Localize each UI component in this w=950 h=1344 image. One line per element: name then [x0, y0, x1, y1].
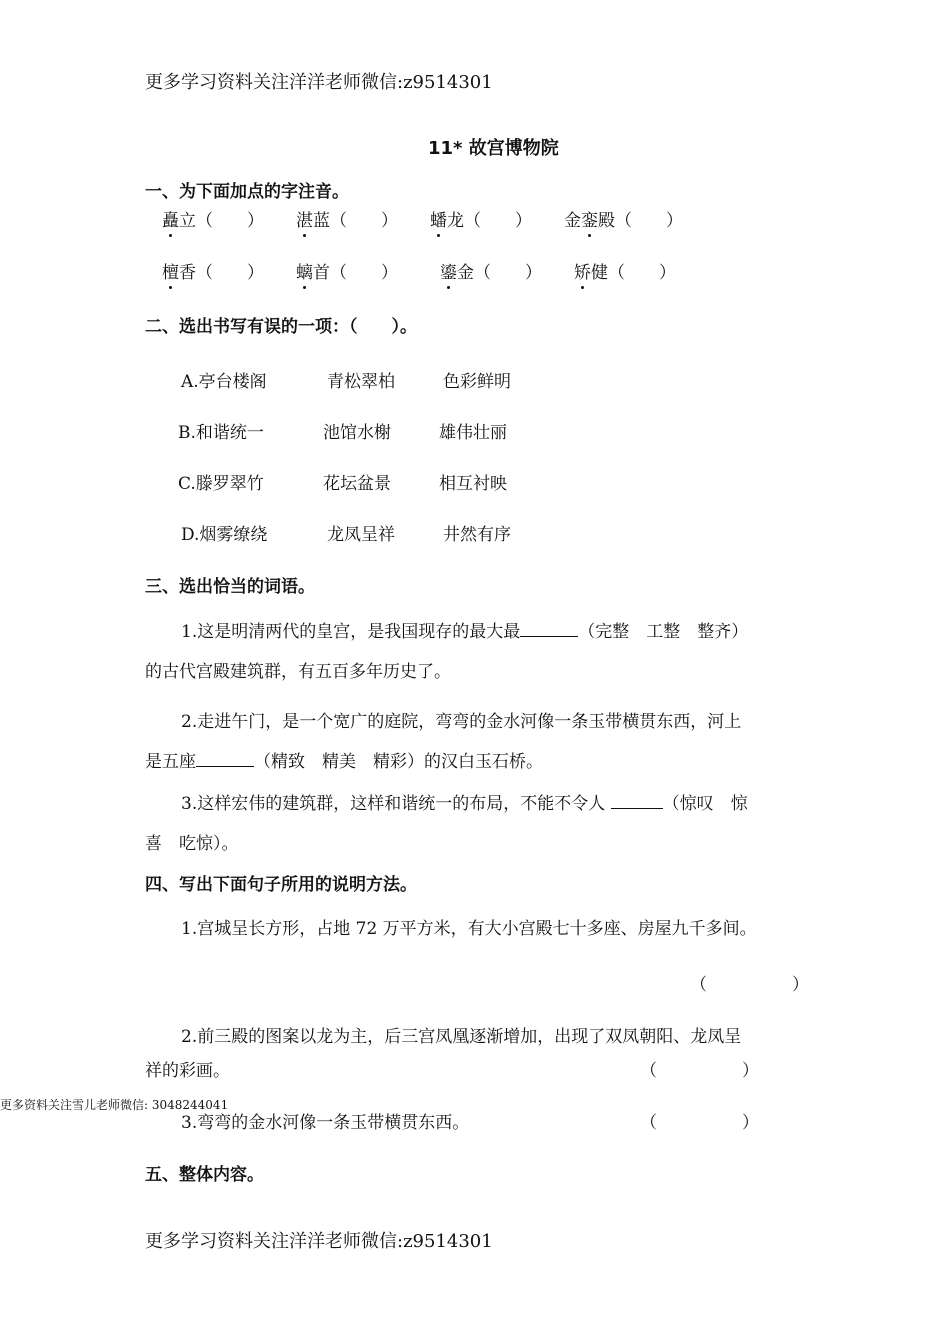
q-choices: （精致 精美 精彩）的汉白玉石桥。 — [254, 752, 543, 772]
watermark-top: 更多学习资料关注洋洋老师微信:z9514301 — [145, 72, 493, 93]
item-rest: 香（ ） — [179, 263, 264, 283]
answer-blank[interactable] — [611, 794, 663, 809]
pinyin-item — [296, 258, 398, 283]
q-choices: （完整 工整 整齐） — [578, 622, 749, 642]
item-rest: 龙（ ） — [447, 211, 532, 231]
question-4-2-cont: 祥的彩画。 — [145, 1061, 230, 1081]
section4-heading: 四、写出下面句子所用的说明方法。 — [145, 875, 417, 895]
option-b — [178, 418, 507, 443]
watermark-bottom: 更多学习资料关注洋洋老师微信:z9514301 — [145, 1231, 493, 1252]
question-4-1: 1.宫城呈长方形，占地 72 万平方米，有大小宫殿七十多座、房屋九千多间。 — [181, 919, 757, 939]
item-rest: 健（ ） — [591, 263, 676, 283]
option-label: C.滕罗翠竹 — [178, 474, 264, 494]
q-text: 1.这是明清两代的皇宫，是我国现存的最大最 — [181, 622, 521, 642]
q-text: 3.这样宏伟的建筑群，这样和谐统一的布局，不能不令人 — [181, 794, 606, 814]
question-4-3: 3.弯弯的金水河像一条玉带横贯东西。 — [181, 1113, 470, 1133]
pinyin-item — [564, 206, 683, 231]
option-word: 池馆水榭 — [323, 423, 391, 443]
question-3-1 — [145, 616, 810, 688]
section1-heading: 一、为下面加点的字注音。 — [145, 182, 349, 202]
option-word: 井然有序 — [443, 525, 511, 545]
item-rest: 首（ ） — [313, 263, 398, 283]
dotted-char: 檀 — [162, 258, 179, 283]
item-rest: 殿（ ） — [598, 211, 683, 231]
q-choices: （惊叹 惊 — [662, 794, 748, 814]
pinyin-item — [440, 258, 542, 283]
dotted-char: 銮 — [581, 206, 598, 231]
question-4-2: 2.前三殿的图案以龙为主，后三宫凤凰逐渐增加，出现了双凤朝阳、龙凤呈 — [181, 1027, 742, 1047]
question-3-2 — [145, 706, 810, 778]
answer-blank[interactable] — [520, 622, 578, 637]
dotted-char: 蟠 — [430, 206, 447, 231]
option-c — [178, 469, 507, 494]
pinyin-item — [162, 258, 264, 283]
answer-blank-4-3[interactable]: （ ） — [640, 1113, 759, 1133]
item-pre: 金 — [564, 211, 581, 231]
dotted-char: 矗 — [162, 206, 179, 231]
section5-heading: 五、整体内容。 — [145, 1165, 264, 1185]
pinyin-item — [296, 206, 398, 231]
q-text: 是五座 — [145, 752, 196, 772]
option-word: 龙凤呈祥 — [327, 525, 395, 545]
dotted-char: 螭 — [296, 258, 313, 283]
section2-heading: 二、选出书写有误的一项：（ ）。 — [145, 317, 417, 337]
answer-blank-4-1[interactable]: （ ） — [690, 975, 809, 995]
q-choices: 喜 吃惊）。 — [145, 834, 239, 854]
pinyin-item — [430, 206, 532, 231]
page-title: 11* 故宫博物院 — [428, 138, 559, 159]
option-word: 雄伟壮丽 — [439, 423, 507, 443]
option-label: A.亭台楼阁 — [181, 372, 267, 392]
option-word: 色彩鲜明 — [443, 372, 511, 392]
pinyin-item — [162, 206, 264, 231]
item-rest: 立（ ） — [179, 211, 264, 231]
option-a — [181, 367, 511, 392]
q-text: 的古代宫殿建筑群，有五百多年历史了。 — [145, 662, 451, 682]
question-3-3 — [145, 788, 810, 860]
answer-blank-4-2[interactable]: （ ） — [640, 1061, 759, 1081]
option-label: D.烟雾缭绕 — [181, 525, 268, 545]
item-rest: 蓝（ ） — [313, 211, 398, 231]
dotted-char: 湛 — [296, 206, 313, 231]
option-d — [181, 520, 511, 545]
q-text: 2.走进午门，是一个宽广的庭院，弯弯的金水河像一条玉带横贯东西，河上 — [181, 712, 742, 732]
watermark-side: 更多资料关注雪儿老师微信: 3048244041 — [0, 1098, 229, 1112]
pinyin-item — [574, 258, 676, 283]
section3-heading: 三、选出恰当的词语。 — [145, 577, 315, 597]
item-rest: 金（ ） — [457, 263, 542, 283]
answer-blank[interactable] — [196, 752, 254, 767]
option-word: 花坛盆景 — [323, 474, 391, 494]
option-word: 青松翠柏 — [327, 372, 395, 392]
option-word: 相互衬映 — [439, 474, 507, 494]
dotted-char: 矫 — [574, 258, 591, 283]
option-label: B.和谐统一 — [178, 423, 264, 443]
dotted-char: 鎏 — [440, 258, 457, 283]
